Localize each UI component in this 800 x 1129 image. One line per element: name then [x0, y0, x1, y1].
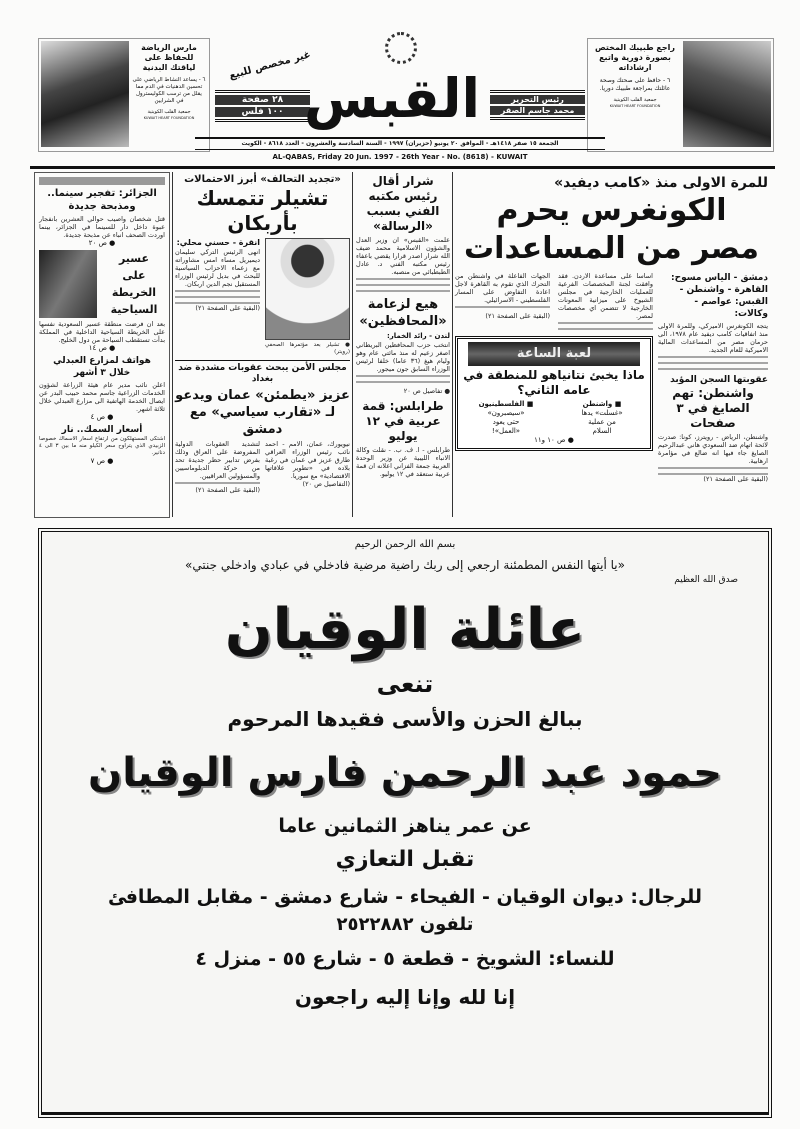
asir-photo — [39, 250, 97, 318]
condolences-label: تقبل التعازي — [335, 847, 475, 872]
basmala: بسم الله الرحمن الرحيم — [354, 539, 456, 550]
lead-kicker: للمرة الاولى منذ «كامب ديفيد» — [554, 175, 768, 191]
lead-columns — [455, 272, 768, 483]
saiegh-text — [658, 467, 768, 475]
col-divider — [172, 172, 173, 517]
abdali-body: اعلن نائب مدير عام هيئة الزراعة لشؤون الخدمات الزراعية جاسم محمد حبيب البدر عن ايصال الخدمة الهاتفية الى مزارع العبدلي خلال ثلاثة اشهر. — [39, 381, 165, 413]
right-ad-body: ٦ - حافظ على صحتك وصحة عائلتك بمراجعة طبيبك دوريا. — [599, 77, 671, 92]
conservatives-dateline: لندن - رائد الخمار: — [386, 332, 450, 340]
fish-headline: أسعار السمك.. نار — [61, 425, 143, 435]
asir-headline-2: على — [122, 269, 146, 282]
ciller-rule — [175, 360, 350, 361]
aziz-col1-text — [175, 482, 260, 486]
aziz-col1: نيويورك، عمان، الامم - احمد نائب رئيس الوزراء العراقي طارق عزيز في عمان في رغبة بلاده في «تطوير علاقاتها الاقتصادية» مع سوريا. — [265, 440, 350, 480]
newspaper-logo: القبس — [303, 67, 480, 130]
hour-banner: لعبة الساعة — [468, 342, 640, 366]
saiegh-kicker: عقوبتها السجن المؤبد — [670, 375, 768, 385]
aziz-col2-wrap — [175, 440, 260, 494]
col-divider — [352, 172, 353, 517]
lead-headline — [455, 192, 768, 268]
dateline-block — [195, 137, 605, 162]
runner-photo — [41, 41, 129, 147]
ciller-body: انهى الرئيس التركي سليمان ديميريل مساء امس مشاوراته مع زعماء الاحزاب السياسية للبحث في بديل لرئيس الوزراء المستقيل نجم الدين اربكان. — [175, 248, 260, 288]
ciller-kicker: «تجديد التحالف» أبرز الاحتمالات — [184, 174, 341, 185]
lead-col3-text — [455, 306, 550, 312]
editor-name: محمد جاسم الصقر — [490, 106, 585, 115]
hour-left-4: «العمل»! — [491, 427, 521, 435]
tripoli-headline — [356, 399, 450, 444]
hour-headline: ماذا يخبئ نتانياهو للمنطقة في عامه الثاني؟ — [463, 368, 645, 397]
editor-box — [490, 90, 585, 120]
announces: تنعى — [376, 670, 434, 698]
women-address: للنساء: الشويخ - قطعة ٥ - شارع ٥٥ - منزل ٤ — [195, 948, 615, 970]
masthead — [30, 30, 775, 170]
ciller-aziz-column — [175, 174, 350, 494]
editor-label: رئيس التحرير — [490, 95, 585, 104]
asir-headline-4: السياحية — [110, 303, 158, 316]
quran-verse: «يا أيتها النفس المطمئنة ارجعي إلى ربك راضية مرضية فادخلي في عبادي وادخلي جنتي» — [185, 558, 625, 572]
hour-left-1: ■ الفلسطينيون — [478, 400, 534, 408]
asir-body: بعد ان فرضت منطقة عسير السعودية نفسها على الخريطة السياحية الداخلية في المملكة بدأت تستقطب السياحة من دول الخليج. — [39, 320, 165, 344]
men-address: للرجال: ديوان الوقيان - الفيحاء - شارع دمشق - مقابل المطافئ — [108, 886, 702, 908]
aziz-continued: (البقية على الصفحة ٢١) — [195, 486, 260, 494]
lead-col3-wrap — [455, 272, 550, 320]
hour-left-2: «سيصبرون» — [487, 409, 525, 417]
saiegh-continued: (البقية على الصفحة ٢١) — [703, 475, 768, 483]
hour-left-3: حتى يعود — [492, 418, 520, 426]
lead-col1: يتجه الكونغرس الاميركي، وللمرة الاولى منذ اتفاقيات كامب ديفيد عام ١٩٧٨، الى حرمان مصر من المساعدات المالية الاميركية للعام الجديد. — [658, 322, 768, 354]
grief-line: ببالغ الحزن والأسى فقيدها المرحوم — [227, 707, 583, 731]
algeria-ref: ● ص ٢٠ — [88, 239, 116, 247]
lead-subcolumns — [455, 272, 653, 332]
phone-number: تلفون ٢٥٢٢٨٨٢ — [336, 914, 474, 935]
verse-source: صدق الله العظيم — [674, 575, 738, 585]
conservatives-ref: ● تفاصيل ص ٢٠ — [403, 387, 450, 395]
sharar-headline: شرار أقال رئيس مكتبه الفني بسبب «الرسالة» — [366, 174, 440, 233]
asir-headline-3: الخريطة — [111, 286, 157, 299]
aziz-headline-2: لـ «تقارب سياسي» مع دمشق — [189, 405, 336, 437]
ciller-caption: ● تشيلر بعد مؤتمرها الصحفي (رويتر) — [265, 342, 350, 355]
sharar-body: علمت «القبس» ان وزير العدل والشؤون الاسلامية محمد ضيف الله شرار اصدر قرارا يقضي باعفاء رئيس مكتبه الفني د. عادل الطبطبائي من منصبه. — [356, 236, 450, 276]
lead-col-b — [455, 272, 653, 451]
algeria-body: قتل شخصان واصيب حوالي العشرين بانفجار عبوة داخل دار للسينما في الجزائر، بينما اوردت الصحف انباء عن مذبحة جديدة. — [39, 215, 165, 239]
lead-headline-line1: الكونغرس يحرم — [496, 193, 727, 228]
not-for-sale-stamp: غير مخصص للبيع — [228, 49, 312, 82]
conservatives-text — [356, 375, 450, 387]
page-count: ٢٨ صفحة — [215, 95, 310, 105]
abdali-headline — [39, 355, 165, 379]
hour-right-4: السلام — [592, 427, 612, 435]
left-ad-title: مارس الرياضة للحفاظ على لياقتك البدنية — [141, 43, 197, 72]
abdali-headline-1: هواتف لمزارع العبدلي — [53, 356, 151, 366]
tripoli-headline-2: عربية في ١٢ يوليو — [365, 414, 441, 443]
arabic-dateline: الجمعة ١٥ صفر ١٤١٨هـ - الموافق ٢٠ يونيو (حزيران) ١٩٩٧ - السنة السادسة والعشرون - العدد ٨٦١٨ - الكويت — [195, 137, 605, 150]
right-ad-title: راجع طبيبك المختص بصورة دورية واتبع ارشاداته — [595, 43, 675, 72]
briefs-column — [34, 172, 170, 518]
price: ١٠٠ فلس — [215, 107, 310, 117]
deceased-name: حمود عبد الرحمن فارس الوقيان — [88, 750, 722, 796]
hands-photo — [683, 41, 771, 147]
ciller-text-wrap — [175, 238, 260, 312]
sharar-text — [356, 278, 450, 292]
asir-ref: ● ص ١٤ — [88, 344, 116, 352]
conservatives-headline-1: هيع لزعامة — [367, 297, 439, 312]
ciller-photo-wrap — [265, 238, 350, 356]
briefs-header-strip — [39, 177, 165, 185]
left-ad-org: جمعية القلب الكويتية — [147, 109, 191, 115]
aziz-columns — [175, 440, 350, 494]
col-divider — [452, 172, 453, 517]
saiegh-body: واشنطن، الرياض - رويترز، كونا: صدرت لائحة اتهام ضد السعودي هاني عبدالرحيم الصايغ جاء فيها انه ضالع في مؤامرة ارهابية. — [658, 433, 768, 465]
lead-col-a — [658, 272, 768, 483]
tripoli-body: طرابلس - ا. ف. ب. - نقلت وكالة الانباء الليبية عن وزير الوحدة العربية جمعة الفزاني اعلانه ان قمة عربية ستعقد في ١٢ يوليو. — [356, 446, 450, 478]
right-ad-org: جمعية القلب الكويتية — [613, 97, 657, 103]
middle-column — [356, 174, 450, 478]
obituary-bottom-rule — [42, 1112, 768, 1114]
left-heart-ad — [38, 38, 210, 152]
lead-col1-text — [658, 356, 768, 370]
hour-subcols — [462, 400, 646, 436]
lead-col2-wrap — [558, 272, 653, 332]
tripoli-headline-1: طرابلس: قمة — [362, 399, 444, 413]
hour-right-3: من عملية — [588, 418, 616, 426]
left-ad-org-en: KUWAIT HEART FOUNDATION — [143, 116, 195, 120]
right-ad-org-en: KUWAIT HEART FOUNDATION — [609, 104, 661, 108]
ciller-headline: تشيلر تتمسك بأربكان — [196, 186, 329, 235]
fish-ref: ● ص ٧ — [90, 457, 114, 465]
right-ad-text — [591, 43, 679, 109]
ciller-photo — [265, 238, 350, 340]
lead-headline-line2: مصر من المساعدات — [464, 231, 759, 266]
left-ad-body: ٦ - يساعد النشاط الرياضي على تحسين الدهنيات في الدم مما يقلل من ترسب الكوليسترول في الشرايين — [132, 77, 206, 104]
asir-row — [39, 250, 165, 318]
masthead-rule — [30, 166, 775, 169]
conservatives-headline-2: «المحافظين» — [359, 314, 447, 329]
left-ad-text — [132, 43, 206, 121]
asir-headline — [103, 250, 165, 318]
age-line: عن عمر يناهز الثمانين عاما — [278, 815, 532, 837]
algeria-headline-2: ومذبحة جديدة — [68, 201, 136, 212]
aziz-col1-wrap — [265, 440, 350, 488]
obituary-ad — [38, 528, 772, 1118]
fish-body: اشتكى المستهلكون من ارتفاع اسعار الاسماك خصوصا الزبيدي الذي يتراوح سعر الكيلو منه ما بين ٣ الى ٤ دنانير. — [39, 436, 165, 456]
hour-ref: ● ص ١٠ و١١ — [534, 436, 574, 444]
hour-right-col — [558, 400, 646, 436]
family-name: عائلة الوقيان — [224, 597, 586, 662]
lead-col3: الجهات الفاعلة في واشنطن من التحرك الذي تقوم به القاهرة لاجل اعادة التفاوض على المسار الفلسطيني - الاسرائيلي. — [455, 272, 550, 304]
aziz-kicker: مجلس الأمن يبحث عقوبات مشددة ضد بغداد — [178, 363, 347, 384]
abdali-headline-2: خلال ٣ أشهر — [73, 368, 131, 378]
algeria-headline-1: الجزائر: تفجير سينما.. — [47, 188, 157, 199]
conservatives-body: انتخب حزب المحافظين البريطاني اصغر زعيم له منذ مائتي عام وهو وليام هيغ (٣٦ عاما) خلفا لرئيس الوزراء السابق جون ميجور. — [356, 341, 450, 373]
lead-col2: اساسا على مساعدة الاردن. فقد وافقت لجنة المخصصات الفرعية للعمليات الخارجية في مجلس الشيوخ على ميزانية المعونات الخارجية لا تتضمن اي مخصصات لمصر. — [558, 272, 653, 320]
lead-col2-text — [558, 322, 653, 332]
saiegh-headline: واشنطن: تهم الصايغ في ٣ صفحات — [672, 386, 754, 430]
right-heart-ad — [587, 38, 774, 152]
hour-left-col — [462, 400, 550, 436]
lead-continued: (البقية على الصفحة ٢١) — [485, 312, 550, 320]
lead-dateline: دمشق - الياس مسوح: القاهرة - واشنطن - القبس: عواصم - وكالات: — [671, 273, 768, 319]
conservatives-headline — [356, 296, 450, 330]
ciller-dateline: انقرة - حسني محلي: — [176, 238, 260, 247]
ciller-text — [175, 290, 260, 304]
closing-verse: إنا لله وإنا إليه راجعون — [294, 985, 516, 1009]
asir-headline-1: عسير — [118, 252, 150, 265]
aziz-ref: (التفاصيل ص ٢٠) — [302, 480, 350, 488]
ciller-row — [175, 238, 350, 356]
ciller-continued: (البقية على الصفحة ٢١) — [195, 304, 260, 312]
pages-price-box — [215, 90, 310, 122]
hour-right-2: «غسلت» يدها — [581, 409, 623, 417]
hour-right-1: ■ واشنطن — [582, 400, 622, 408]
sun-emblem — [385, 32, 417, 64]
aziz-headline-1: عزيز «يطمئن» عمان ويدعو — [175, 388, 350, 403]
algeria-headline — [39, 187, 165, 213]
lead-block — [455, 174, 768, 483]
abdali-ref: ● ص ٤ — [90, 413, 114, 421]
hour-feature-box — [455, 336, 653, 451]
aziz-headline — [175, 387, 350, 438]
aziz-col2: لتشديد العقوبات الدولية المفروضة على العراق وذلك بفرض تدابير حظر جديدة تحد من حركة الدبلوماسيين والمسؤولين العراقيين. — [175, 440, 260, 480]
english-dateline: AL-QABAS, Friday 20 Jun. 1997 - 26th Year - No. (8618) - KUWAIT — [272, 153, 528, 161]
